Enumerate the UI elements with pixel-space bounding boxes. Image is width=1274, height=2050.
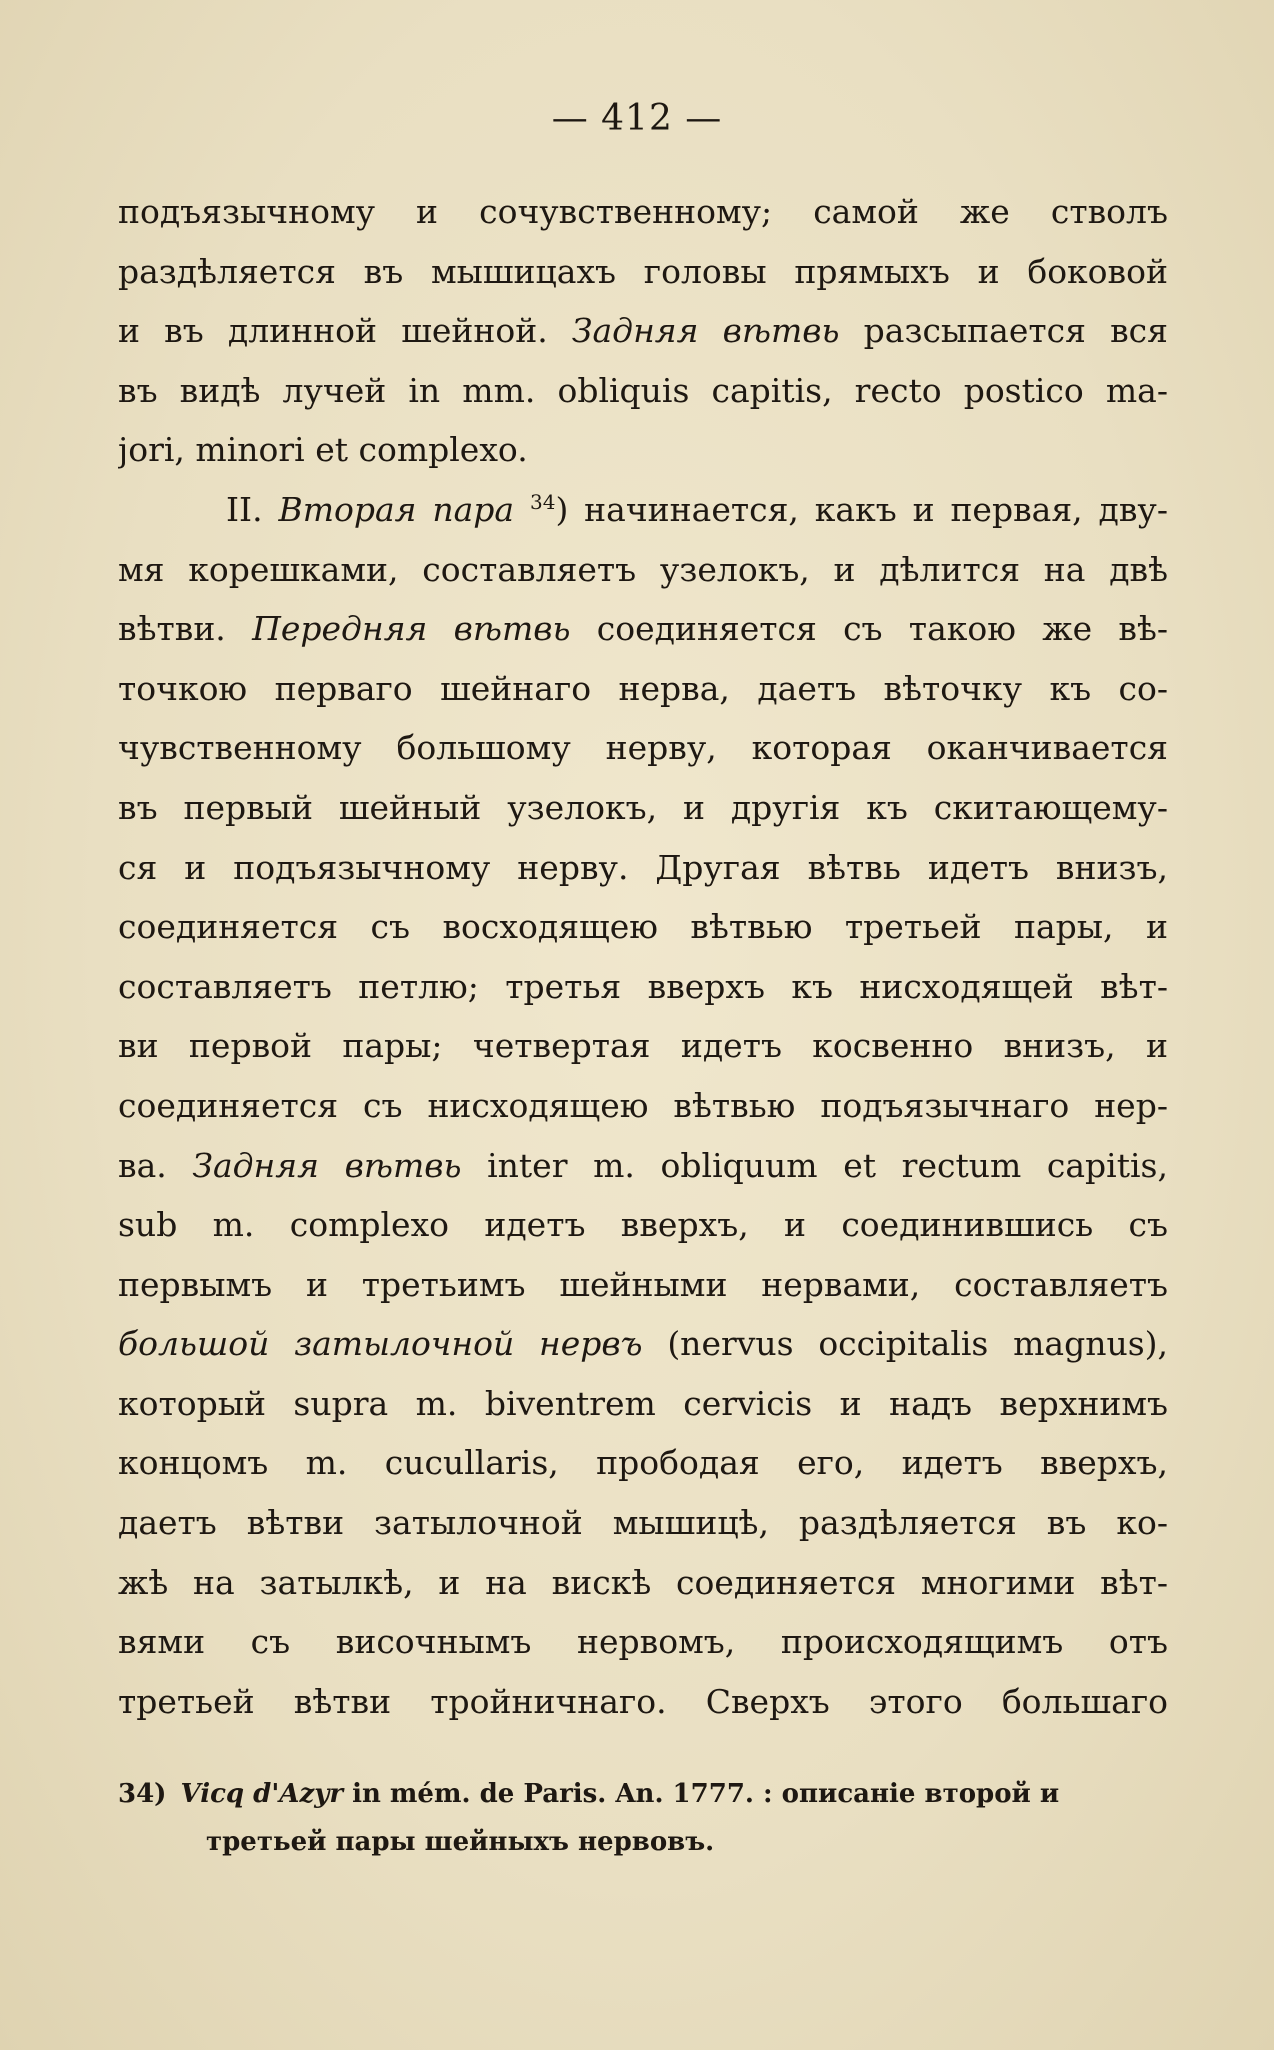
- text-line: [118, 599, 1168, 659]
- text-segment: и въ длинной шейной.: [118, 311, 548, 351]
- text-line: sub m. complexo идетъ вверхъ, и соединившись съ: [118, 1205, 1168, 1245]
- paragraph-number: II.: [226, 489, 263, 529]
- text-line: въ видѣ лучей in mm. obliquis capitis, recto postico ma-: [118, 370, 1168, 410]
- footnote-text: in mém. de Paris. An. 1777. : описаніе второй и: [352, 1779, 1060, 1809]
- text-line: раздѣляется въ мышицахъ головы прямыхъ и боковой: [118, 251, 1168, 291]
- text-line: въ первый шейный узелокъ, и другія къ скитающему-: [118, 787, 1168, 827]
- text-segment: inter m. obliquum et rectum capitis,: [487, 1145, 1168, 1185]
- footnote-ref: 34: [529, 489, 556, 514]
- emphasis-term: Вторая пара: [278, 489, 515, 529]
- text-line: жѣ на затылкѣ, и на вискѣ соединяется многими вѣт-: [118, 1562, 1168, 1602]
- footnote-line: третьей пары шейныхъ нервовъ.: [206, 1827, 715, 1857]
- text-line: даетъ вѣтви затылочной мышицѣ, раздѣляется въ ко-: [118, 1503, 1168, 1543]
- text-segment: ) начинается, какъ и первая, дву-: [555, 489, 1168, 529]
- text-line: точкою перваго шейнаго нерва, даетъ вѣточку къ со-: [118, 668, 1168, 708]
- text-line: ся и подъязычному нерву. Другая вѣтвь идетъ внизъ,: [118, 847, 1168, 887]
- page-number: — 412 —: [551, 98, 723, 139]
- footnote-block: [118, 1770, 1168, 1866]
- text-segment: разсыпается вся: [863, 311, 1168, 351]
- text-line: соединяется съ восходящею вѣтвью третьей пары, и: [118, 907, 1168, 947]
- text-line: [118, 301, 1168, 361]
- text-line: вями съ височнымъ нервомъ, происходящимъ отъ: [118, 1622, 1168, 1662]
- text-segment: вѣтви.: [118, 609, 226, 649]
- emphasis-term: Задняя вѣтвь: [571, 311, 840, 351]
- text-line: составляетъ петлю; третья вверхъ къ нисходящей вѣт-: [118, 966, 1168, 1006]
- text-line: соединяется съ нисходящею вѣтвью подъязычнаго нер-: [118, 1085, 1168, 1125]
- text-line: чувственному большому нерву, которая оканчивается: [118, 728, 1168, 768]
- footnote-line: [118, 1770, 1168, 1818]
- text-line: [118, 1314, 1168, 1374]
- footnote-author: Vicq d'Azyr: [180, 1779, 344, 1809]
- text-line: подъязычному и сочувственному; самой же стволъ: [118, 192, 1168, 231]
- text-segment: соединяется съ такою же вѣ-: [596, 609, 1168, 649]
- emphasis-term: большой затылочной нервъ: [118, 1324, 643, 1364]
- footnote-label: 34): [118, 1779, 167, 1809]
- text-line: мя корешками, составляетъ узелокъ, и дѣлится на двѣ: [118, 549, 1168, 589]
- text-line: jori, minori et complexo.: [118, 430, 528, 470]
- text-line: [118, 1136, 1168, 1196]
- text-segment: ва.: [118, 1145, 167, 1185]
- body-text: [118, 182, 1168, 1731]
- text-line: концомъ m. cucullaris, прободая его, идетъ вверхъ,: [118, 1443, 1168, 1483]
- text-line: третьей вѣтви тройничнаго. Сверхъ этого большаго: [118, 1681, 1168, 1721]
- paragraph-start-line: [118, 480, 1168, 540]
- text-line: ви первой пары; четвертая идетъ косвенно внизъ, и: [118, 1026, 1168, 1066]
- emphasis-term: Задняя вѣтвь: [192, 1145, 462, 1185]
- text-line: который supra m. biventrem cervicis и надъ верхнимъ: [118, 1383, 1168, 1423]
- emphasis-term: Передняя вѣтвь: [252, 609, 571, 649]
- text-line: первымъ и третьимъ шейными нервами, составляетъ: [118, 1264, 1168, 1304]
- text-segment: (nervus occipitalis magnus),: [667, 1324, 1168, 1364]
